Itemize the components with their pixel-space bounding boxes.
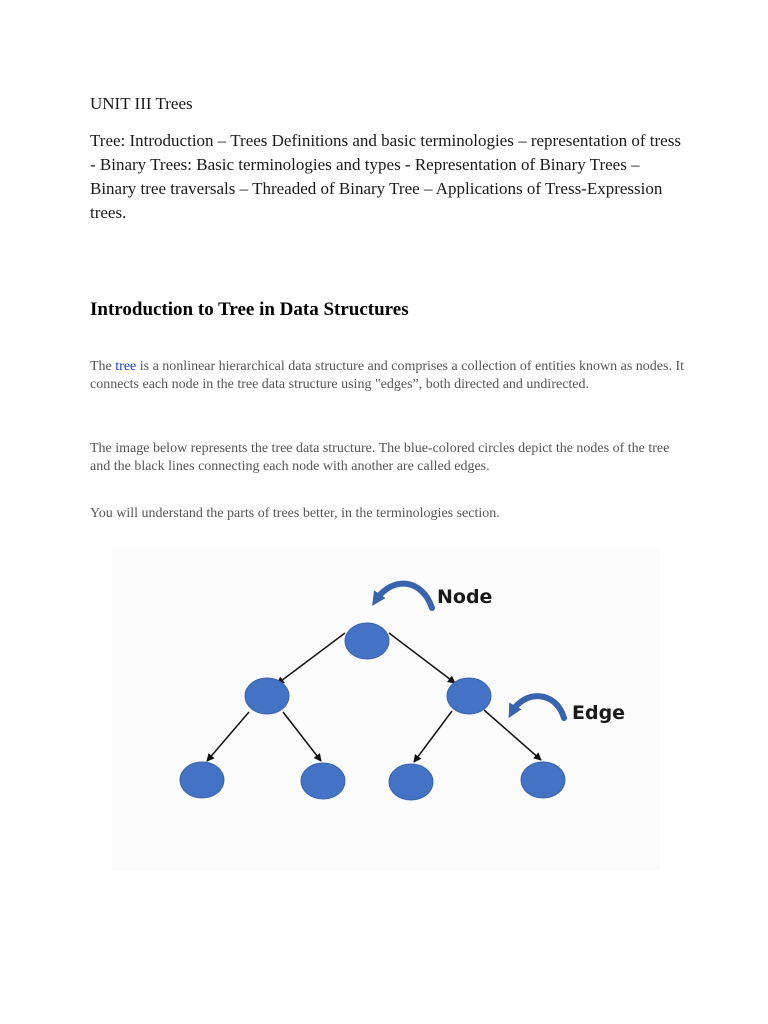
tree-diagram-svg [112, 548, 660, 870]
section-heading: Introduction to Tree in Data Structures [90, 299, 409, 320]
node-callout-arrow-icon [376, 584, 432, 608]
tree-nodes [180, 623, 565, 800]
leaf-node-4 [521, 762, 565, 798]
tree-link[interactable]: tree [115, 359, 137, 374]
edge-root-left [277, 633, 345, 684]
edge-right-leaf4 [484, 710, 541, 760]
intro-paragraph [90, 358, 690, 394]
edge-root-right [389, 633, 455, 683]
intro-prefix: The [90, 359, 116, 374]
root-node [345, 623, 389, 659]
edge-right-leaf3 [414, 711, 452, 762]
left-child-node [245, 678, 289, 714]
node-label: Node [437, 586, 493, 608]
intro-suffix: is a nonlinear hierarchical data structure and comprises a collection of entities known as nodes. It connects each node in the tree data structure using "edges”, both directed and undirected. [90, 359, 685, 392]
unit-title: UNIT III Trees [90, 94, 193, 113]
syllabus-paragraph: Tree: Introduction – Trees Definitions and basic terminologies – representation of tress - Binary Trees: Basic terminologies and types - Representation of Binary Trees – Binary tree traversals – Threaded of Binary Tree – Applications of Tress-Expression trees. [90, 131, 681, 222]
edge-left-leaf2 [283, 712, 321, 761]
edge-callout-arrow-icon [512, 696, 564, 718]
terminology-note-paragraph: You will understand the parts of trees better, in the terminologies section. [90, 506, 500, 521]
image-description-paragraph: The image below represents the tree data structure. The blue-colored circles depict the nodes of the tree and the black lines connecting each node with another are called edges. [90, 441, 670, 474]
right-child-node [447, 678, 491, 714]
edge-left-leaf1 [207, 712, 249, 761]
edge-label: Edge [572, 702, 626, 724]
leaf-node-3 [389, 764, 433, 800]
leaf-node-1 [180, 762, 224, 798]
tree-diagram [112, 548, 660, 870]
leaf-node-2 [301, 763, 345, 799]
